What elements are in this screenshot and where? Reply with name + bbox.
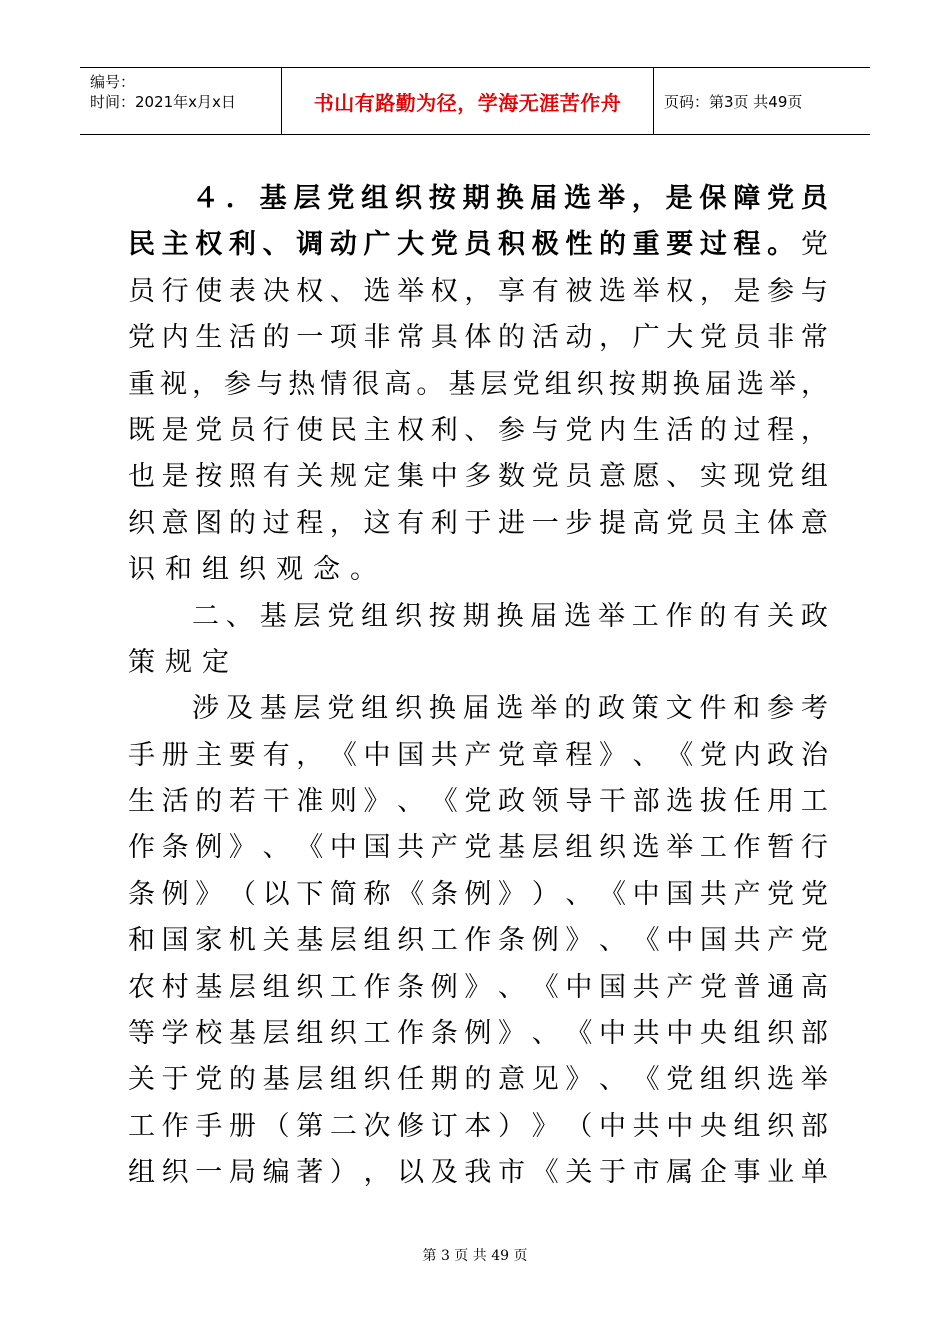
text-line: 涉 及 基 层 党 组 织 换 届 选 举 的 政 策 文 件 和 参 考 bbox=[192, 693, 828, 725]
document-body bbox=[128, 176, 828, 1197]
text-line: 识和组织观念。 bbox=[128, 554, 387, 586]
page-number-label: 页码：第3页 共49页 bbox=[664, 92, 803, 111]
page-header bbox=[80, 67, 870, 135]
text-line: 党 内 生 活 的 一 项 非 常 具 体 的 活 动 ， 广 大 党 员 非 常 bbox=[128, 322, 828, 354]
page-footer: 第 3 页 共 49 页 bbox=[422, 1248, 528, 1264]
serial-number-label: 编号： bbox=[90, 73, 136, 91]
text-line: 重 视 ， 参 与 热 情 很 高 。 基 层 党 组 织 按 期 换 届 选 举 ， bbox=[128, 368, 828, 400]
text-line: 织 意 图 的 过 程 ， 这 有 利 于 进 一 步 提 高 党 员 主 体 意 bbox=[128, 507, 828, 539]
text-line: 手 册 主 要 有 ， 《 中 国 共 产 党 章 程 》 、 《 党 内 政 治 bbox=[128, 739, 828, 771]
text-line: 工 作 手 册 （ 第 二 次 修 订 本 ） 》 （ 中 共 中 央 组 织 部 bbox=[128, 1110, 828, 1142]
text-line: 组 织 一 局 编 著 ） ， 以 及 我 市 《 关 于 市 属 企 事 业 单 bbox=[128, 1157, 828, 1189]
section-heading: 二 、 基 层 党 组 织 按 期 换 届 选 举 工 作 的 有 关 政 bbox=[192, 600, 828, 632]
text-line: 和 国 家 机 关 基 层 组 织 工 作 条 例 》 、 《 中 国 共 产 党 bbox=[128, 925, 828, 957]
text-line: 既 是 党 员 行 使 民 主 权 利 、 参 与 党 内 生 活 的 过 程 ， bbox=[128, 414, 828, 446]
header-page-cell bbox=[654, 68, 870, 134]
text-line: 员 行 使 表 决 权 、 选 举 权 ， 享 有 被 选 举 权 ， 是 参 与 bbox=[128, 275, 828, 307]
motto-text: 书山有路勤为径，学海无涯苦作舟 bbox=[313, 90, 622, 115]
text-line: 作 条 例 》 、 《 中 国 共 产 党 基 层 组 织 选 举 工 作 暂 行 bbox=[128, 832, 828, 864]
text-line: ４ ． 基 层 党 组 织 按 期 换 届 选 举 ， 是 保 障 党 员 bbox=[192, 183, 828, 214]
text-line: 生 活 的 若 干 准 则 》 、 《 党 政 领 导 干 部 选 拔 任 用 工 bbox=[128, 786, 828, 818]
date-label: 时间：2021年x月x日 bbox=[90, 93, 236, 111]
text-line: 也 是 按 照 有 关 规 定 集 中 多 数 党 员 意 愿 、 实 现 党 组 bbox=[128, 461, 828, 493]
text-line: 农 村 基 层 组 织 工 作 条 例 》 、 《 中 国 共 产 党 普 通 高 bbox=[128, 971, 828, 1003]
text-line-mixed: 民 主 权 利 、 调 动 广 大 党 员 积 极 性 的 重 要 过 程 。 党 bbox=[128, 229, 828, 261]
text-line: 等 学 校 基 层 组 织 工 作 条 例 》 、 《 中 共 中 央 组 织 部 bbox=[128, 1018, 828, 1050]
text-line: 关 于 党 的 基 层 组 织 任 期 的 意 见 》 、 《 党 组 织 选 举 bbox=[128, 1064, 828, 1096]
header-meta-cell bbox=[80, 68, 282, 134]
text-line: 条 例 》 （ 以 下 简 称 《 条 例 》 ） 、 《 中 国 共 产 党 党 bbox=[128, 878, 828, 910]
header-motto-cell bbox=[282, 68, 654, 134]
section-heading-cont: 策规定 bbox=[128, 646, 239, 678]
